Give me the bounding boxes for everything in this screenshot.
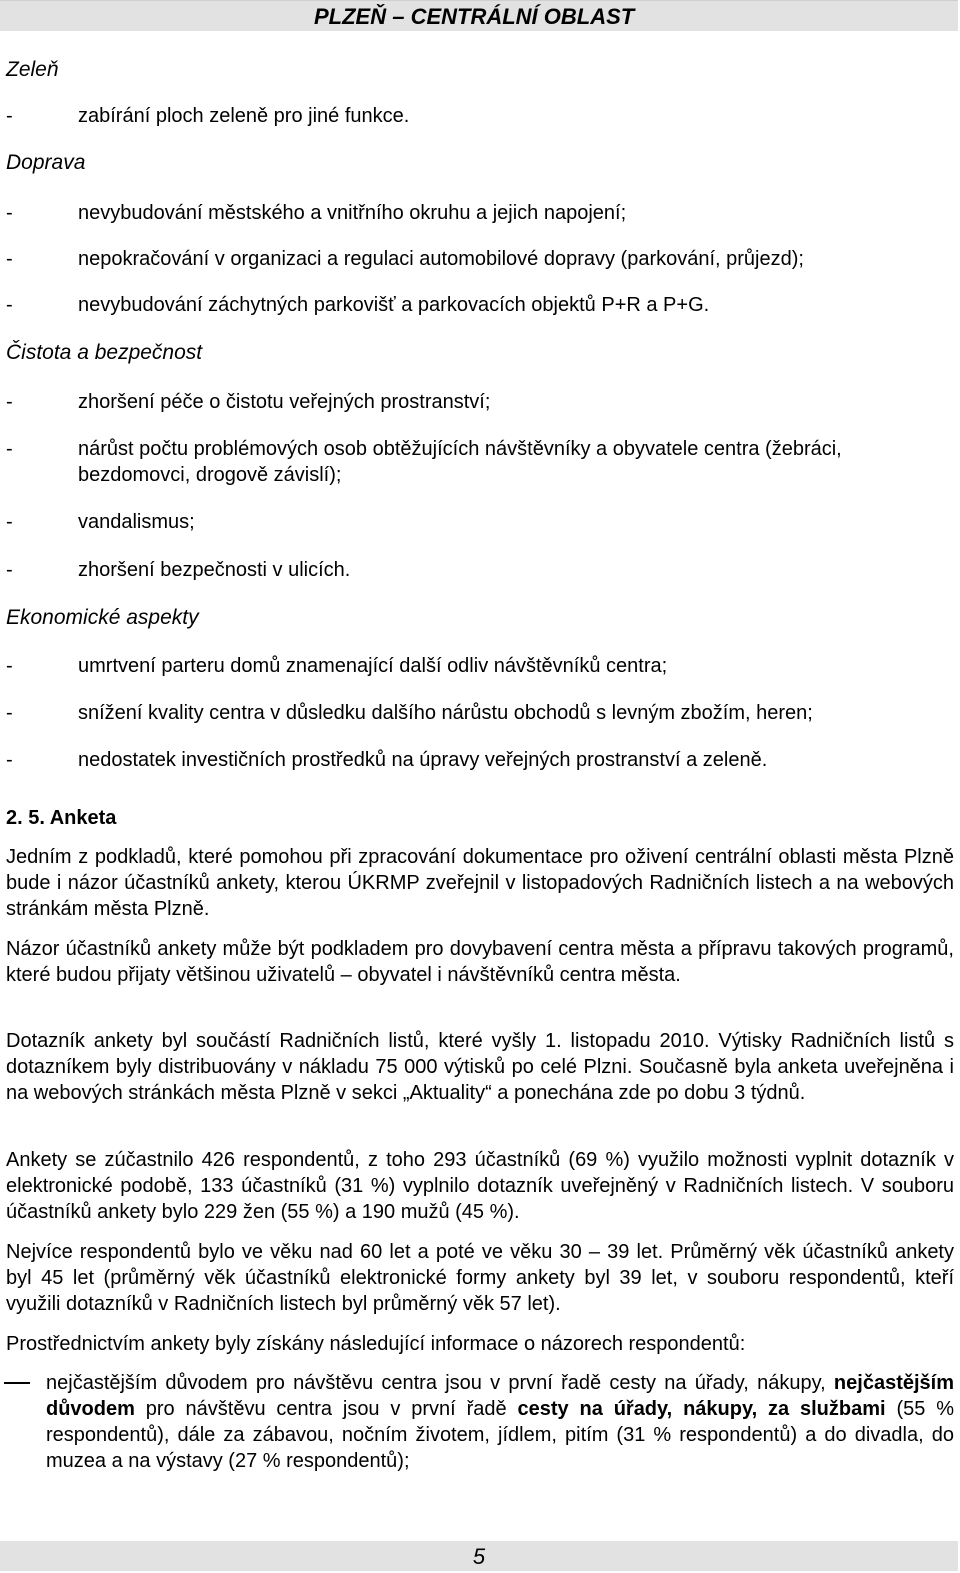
list-item: zhoršení péče o čistotu veřejných prostranství; [78,391,491,413]
list-item: nevybudování záchytných parkovišť a parkovacích objektů P+R a P+G. [78,294,710,316]
section-title-doprava: Doprava [6,151,86,174]
list-dash: - [6,511,13,533]
list-item: nedostatek investičních prostředků na úpravy veřejných prostranství a zeleně. [78,749,768,771]
page-header [0,0,958,31]
bullet-line1: nejčastějším důvodem pro návštěvu centra jsou v první řadě cesty na úřady, nákupy, [46,1372,826,1394]
list-dash: - [6,702,13,724]
list-item: zhoršení bezpečnosti v ulicích. [78,559,351,581]
list-item: nevybudování městského a vnitřního okruhu a jejich napojení; [78,202,627,224]
list-dash: - [6,105,13,127]
list-item: nárůst počtu problémových osob obtěžujících návštěvníky a obyvatele centra (žebráci, bezdomovci, drogově závislí); [78,438,842,486]
header-title: PLZEŇ – CENTRÁLNÍ OBLAST [314,4,635,29]
list-dash: - [6,438,13,460]
bullet-bold1: nejčastějším důvodem [46,1372,954,1420]
list-dash: - [6,294,13,316]
list-dash: - [6,202,13,224]
list-item: snížení kvality centra v důsledku dalšího nárůstu obchodů s levným zbožím, heren; [78,702,813,724]
section-title-zelen: Zeleň [6,58,59,81]
list-item: vandalismus; [78,511,195,533]
list-item: nepokračování v organizaci a regulaci automobilové dopravy (parkování, průjezd); [78,248,804,270]
bullet-rest: (55 % respondentů), dále za zábavou, nočním životem, jídlem, pitím (31 % respondentů) a do divadla, do muzea a na výstavy (27 % respondentů); [46,1398,954,1472]
paragraph: Nejvíce respondentů bylo ve věku nad 60 let a poté ve věku 30 – 39 let. Průměrný věk účastníků ankety byl 45 let (průměrný věk účastníků elektronické formy ankety byl 39 let, v souboru respondentů, kteří využili dotazníků v Radničních listech byl průměrný věk 57 let). [6,1241,954,1315]
list-item: umrtvení parteru domů znamenající další odliv návštěvníků centra; [78,655,668,677]
bullet-item [46,1370,954,1474]
list-dash: - [6,248,13,270]
page-footer [0,1541,958,1571]
list-dash: - [6,559,13,581]
page-number: 5 [472,1544,486,1569]
list-dash: - [6,749,13,771]
paragraph: Dotazník ankety byl součástí Radničních listů, které vyšly 1. listopadu 2010. Výtisky Radničních listů s dotazníkem byly distribuovány v nákladu 75 000 výtisků po celé Plzni. Současně byla anketa uveřejněna i na webových stránkách města Plzně v sekci „Aktuality“ a ponechána zde po dobu 3 týdnů. [6,1030,954,1104]
list-dash: - [6,655,13,677]
section-heading-anketa: 2. 5. Anketa [6,807,117,829]
bullet-dash [4,1382,30,1384]
paragraph: Ankety se zúčastnilo 426 respondentů, z toho 293 účastníků (69 %) využilo možnosti vyplnit dotazník v elektronické podobě, 133 účastníků (31 %) vyplnilo dotazník uveřejněný v Radničních listech. V souboru účastníků ankety bylo 229 žen (55 %) a 190 mužů (45 %). [6,1149,954,1223]
section-title-ekonomicke: Ekonomické aspekty [6,606,199,629]
paragraph: Prostřednictvím ankety byly získány následující informace o názorech respondentů: [6,1333,746,1355]
section-title-cistota: Čistota a bezpečnost [6,341,203,364]
paragraph: Jedním z podkladů, které pomohou při zpracování dokumentace pro oživení centrální oblasti města Plzně bude i názor účastníků ankety, kterou ÚKRMP zveřejnil v listopadových Radničních listech a na webových stránkám města Plzně. [6,846,954,920]
list-dash: - [6,391,13,413]
list-item: zabírání ploch zeleně pro jiné funkce. [78,105,410,127]
bullet-mid1: pro návštěvu centra jsou v první řadě [134,1398,518,1420]
bullet-bold2: cesty na úřady, nákupy, za službami [517,1398,886,1420]
paragraph: Názor účastníků ankety může být podkladem pro dovybavení centra města a přípravu takových programů, které budou přijaty většinou uživatelů – obyvatel i návštěvníků centra města. [6,938,954,986]
